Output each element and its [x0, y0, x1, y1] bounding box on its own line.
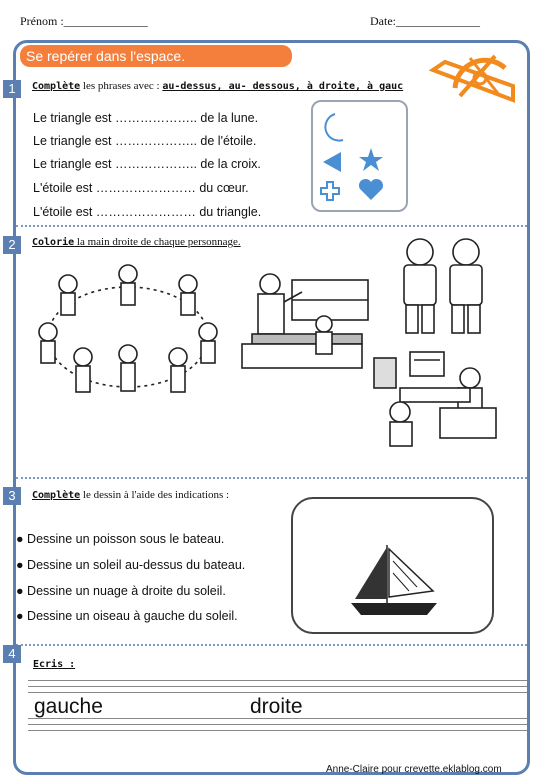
- exercise-2-text: la main droite de chaque personnage.: [74, 236, 241, 248]
- worksheet-title: Se repérer dans l'espace.: [20, 45, 292, 67]
- moon-icon: [325, 114, 343, 141]
- footer-credit: Anne-Claire pour crevette.eklablog.com: [326, 764, 502, 775]
- writing-line: [28, 730, 527, 731]
- exercise-1-verb: Complète: [32, 81, 81, 92]
- cook-illustration: [232, 262, 372, 374]
- writing-line: [28, 680, 527, 681]
- instruction-item-text: Dessine un nuage à droite du soleil.: [27, 584, 226, 598]
- twins-illustration: [388, 232, 498, 340]
- sentence-4: L'étoile est …………………… du cœur.: [33, 181, 249, 195]
- boat-drawing-box[interactable]: [291, 497, 494, 634]
- exercise-1-text: les phrases avec :: [80, 80, 163, 92]
- exercise-2-verb: Colorie: [32, 237, 75, 248]
- shop-illustration: [370, 348, 500, 450]
- exercise-4-label: Ecris :: [33, 659, 76, 670]
- bullet-icon: ●: [16, 609, 24, 623]
- bullet-icon: ●: [16, 558, 24, 572]
- exercise-4-number: 4: [3, 645, 21, 663]
- exercise-2-instruction: [32, 236, 241, 248]
- exercise-1-number: 1: [3, 80, 21, 98]
- sentence-3: Le triangle est ……………….. de la croix.: [33, 157, 261, 171]
- writing-line: [28, 686, 527, 687]
- star-icon: [359, 148, 383, 171]
- writing-line: [28, 724, 527, 725]
- cross-icon: [321, 182, 339, 200]
- shapes-box: [311, 100, 408, 212]
- instruction-item: [16, 584, 226, 598]
- writing-line: [28, 692, 527, 693]
- exercise-1-words: au-dessus, au- dessous, à droite, à gauc: [162, 81, 404, 92]
- exercise-3-verb: Complète: [32, 490, 81, 501]
- geometry-tools-icon: [425, 48, 520, 108]
- heart-icon: [359, 179, 383, 200]
- word-gauche: gauche: [34, 695, 103, 718]
- triangle-icon: [323, 152, 341, 172]
- exercise-3-instruction: [32, 489, 229, 501]
- instruction-item: [16, 558, 245, 572]
- exercise-3-number: 3: [3, 487, 21, 505]
- word-droite: droite: [250, 695, 303, 718]
- sailboat-icon: [347, 541, 443, 621]
- instruction-item: [16, 532, 224, 546]
- exercise-3-text: le dessin à l'aide des indications :: [80, 489, 230, 501]
- instruction-item-text: Dessine un soleil au-dessus du bateau.: [27, 558, 246, 572]
- bullet-icon: ●: [16, 584, 24, 598]
- date-field: Date:______________: [370, 14, 480, 28]
- exercise-1-instruction: [32, 80, 424, 92]
- separator: [16, 225, 527, 227]
- separator: [16, 644, 527, 646]
- separator: [16, 477, 527, 479]
- bullet-icon: ●: [16, 532, 24, 546]
- sentence-1: Le triangle est ……………….. de la lune.: [33, 111, 259, 125]
- sentence-5: L'étoile est …………………… du triangle.: [33, 205, 262, 219]
- sentence-2: Le triangle est ……………….. de l'étoile.: [33, 134, 257, 148]
- children-circle-illustration: [28, 262, 228, 412]
- exercise-2-number: 2: [3, 236, 21, 254]
- instruction-item-text: Dessine un poisson sous le bateau.: [27, 532, 225, 546]
- instruction-item-text: Dessine un oiseau à gauche du soleil.: [27, 609, 238, 623]
- instruction-item: [16, 609, 238, 623]
- prenom-field: Prénom :______________: [20, 14, 148, 28]
